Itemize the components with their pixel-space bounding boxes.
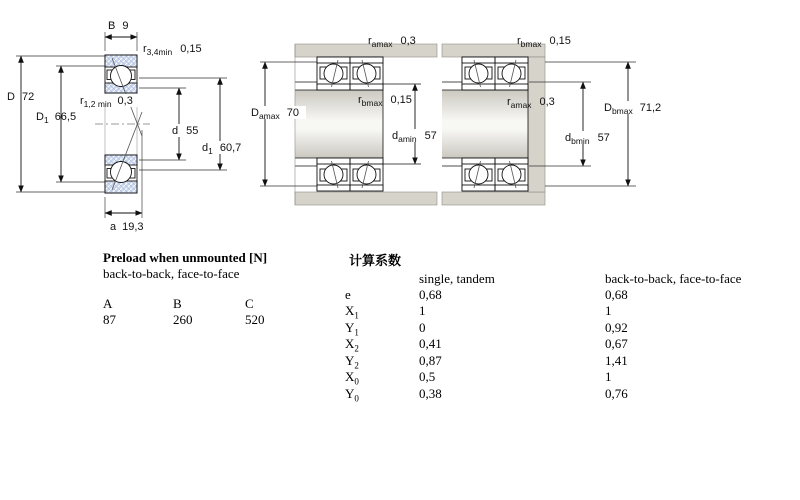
factors-col1-header: single, tandem [419,271,495,286]
dim-label-rbmax: $r_{bmax}$ 0,15 [358,94,412,108]
dim-label-B: B 9 [108,20,129,32]
factor-row-label: $Y_2$ [345,353,359,371]
dim-label-D: D 72 [7,91,35,103]
preload-subtitle: back-to-back, face-to-face [103,266,240,281]
factor-single-value: 0,38 [419,386,442,401]
factor-paired-value: 1 [605,369,612,384]
preload-value-b: 260 [173,312,193,327]
dim-label-d: d 55 [172,125,199,137]
factor-row-label: $Y_0$ [345,386,359,404]
dim-label-r12min: $r_{1,2 min}$ 0,3 [80,95,133,109]
factor-paired-value: 1,41 [605,353,628,368]
preload-col-a: A [103,296,113,311]
dim-label-ramax: $r_{amax}$ 0,3 [507,96,555,110]
factor-single-value: 0 [419,320,426,335]
factor-single-value: 0,41 [419,336,442,351]
factor-row-label: $X_2$ [345,336,359,354]
factors-col2-header: back-to-back, face-to-face [605,271,742,286]
dim-label-rbmax: $r_{bmax}$ 0,15 [517,35,571,49]
preload-value-c: 520 [245,312,265,327]
factor-row-label: $Y_1$ [345,320,359,338]
factor-paired-value: 0,76 [605,386,628,401]
factor-paired-value: 0,67 [605,336,628,351]
preload-title: Preload when unmounted [N] [103,250,268,265]
dim-label-ramax: $r_{amax}$ 0,3 [368,35,416,49]
factor-row-label: e [345,287,351,302]
factor-row-label: $X_1$ [345,303,359,321]
dim-label-D1: $D_1$ 66,5 [36,111,77,125]
factor-single-value: 0,87 [419,353,442,368]
factor-single-value: 0,68 [419,287,442,302]
dim-label-Damax: $D_{amax}$ 70 [251,107,299,121]
dim-label-d1: $d_1$ 60,7 [202,142,242,156]
preload-col-c: C [245,296,254,311]
preload-col-b: B [173,296,182,311]
preload-value-a: 87 [103,312,116,327]
dim-label-Dbmax: $D_{bmax}$ 71,2 [604,102,662,116]
dim-label-r34min: $r_{3,4min}$ 0,15 [143,43,202,57]
dim-label-a: a 19,3 [110,221,144,233]
dim-label-damin: $d_{amin}$ 57 [392,130,437,144]
factor-single-value: 1 [419,303,426,318]
factor-paired-value: 0,92 [605,320,628,335]
dim-label-dbmin: $d_{bmin}$ 57 [565,132,610,146]
factor-paired-value: 1 [605,303,612,318]
factors-title: 计算系数 [349,253,402,268]
factor-single-value: 0,5 [419,369,436,384]
factor-row-label: $X_0$ [345,369,359,387]
factor-paired-value: 0,68 [605,287,628,302]
